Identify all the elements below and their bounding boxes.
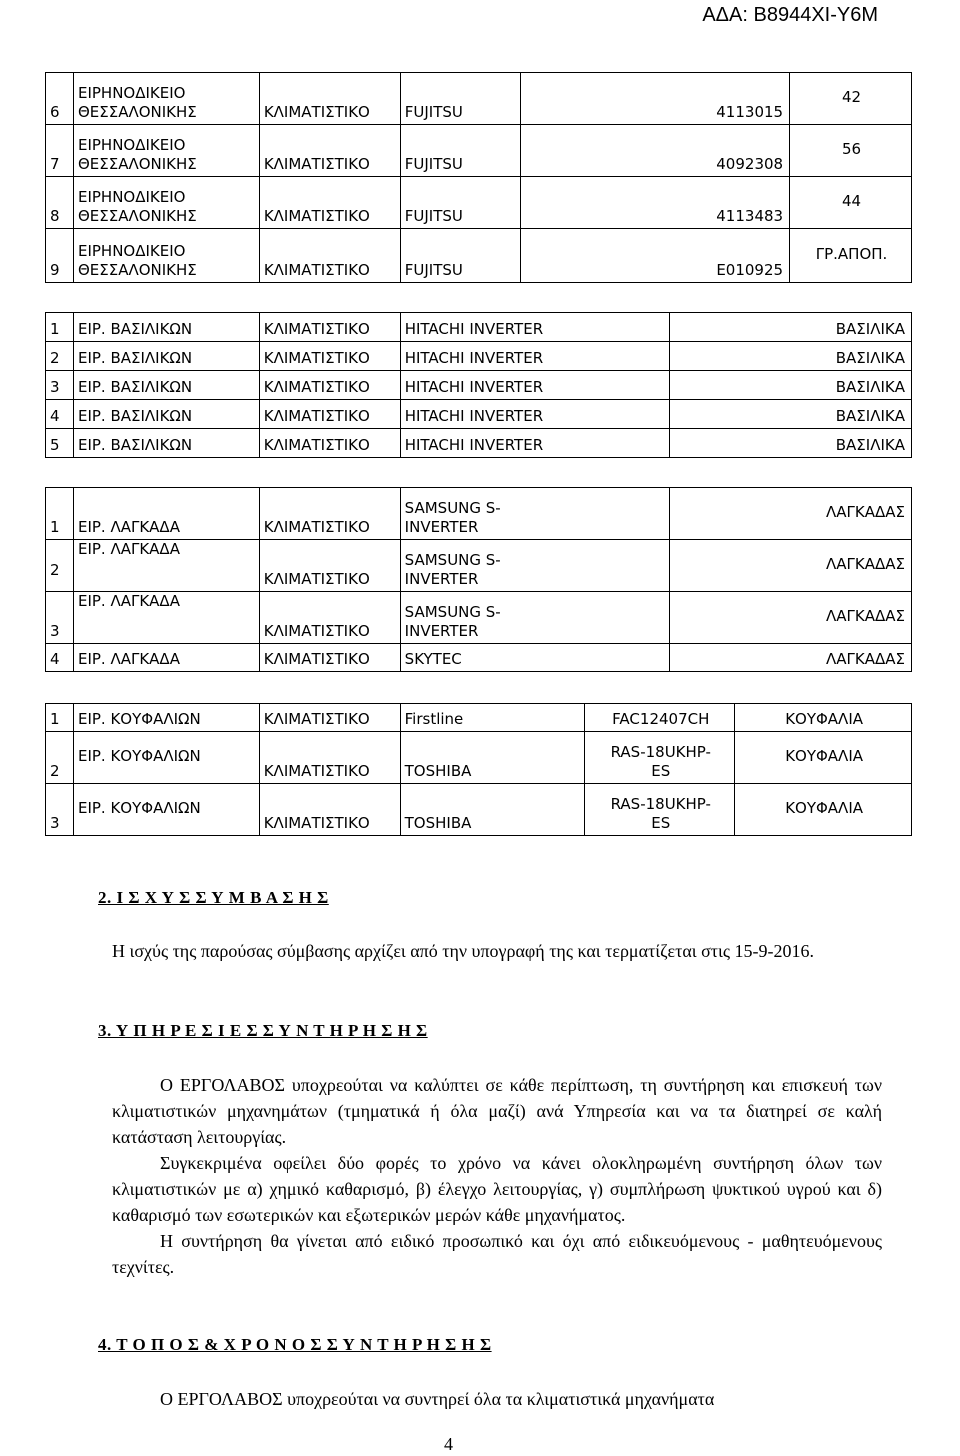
type-cell: ΚΛΙΜΑΤΙΣΤΙΚΟ xyxy=(259,488,400,540)
type-cell: ΚΛΙΜΑΤΙΣΤΙΚΟ xyxy=(259,73,400,125)
type-cell: ΚΛΙΜΑΤΙΣΤΙΚΟ xyxy=(259,704,400,732)
table-koufalia xyxy=(45,703,912,836)
place-cell: ΛΑΓΚΑΔΑΣ xyxy=(670,540,912,592)
brand-cell: FUJITSU xyxy=(400,177,520,229)
brand-cell: SAMSUNG S- INVERTER xyxy=(400,592,670,644)
model-cell: FAC12407CH xyxy=(585,704,735,732)
type-cell: ΚΛΙΜΑΤΙΣΤΙΚΟ xyxy=(259,784,400,836)
place-cell: ΛΑΓΚΑΔΑΣ xyxy=(670,592,912,644)
type-cell: ΚΛΙΜΑΤΙΣΤΙΚΟ xyxy=(259,400,400,429)
page-number: 4 xyxy=(444,1434,453,1454)
place-cell: ΛΑΓΚΑΔΑΣ xyxy=(670,644,912,672)
location-cell: ΕΙΡ. ΚΟΥΦΑΛΙΩΝ xyxy=(73,732,259,784)
brand-cell: FUJITSU xyxy=(400,125,520,177)
type-cell: ΚΛΙΜΑΤΙΣΤΙΚΟ xyxy=(259,644,400,672)
section-2-text: Η ισχύς της παρούσας σύμβασης αρχίζει από την υπογραφή της και τερματίζεται στις 15-9-2016. xyxy=(112,941,814,961)
place-cell: ΒΑΣΙΛΙΚΑ xyxy=(670,400,912,429)
paragraph: Συγκεκριμένα οφείλει δύο φορές το χρόνο να κάνει ολοκληρωμένη συντήρηση όλων των κλιματιστικών με α) χημικό καθαρισμό, β) έλεγχο λειτουργίας, γ) συμπλήρωση ψυκτικού υγρού και δ) καθαρισμό των εσωτερικών και εξωτερικών μερών κάθε μηχανήματος. xyxy=(112,1153,882,1225)
row-number: 1 xyxy=(46,488,74,540)
type-cell: ΚΛΙΜΑΤΙΣΤΙΚΟ xyxy=(259,313,400,342)
row-number: 1 xyxy=(46,313,74,342)
section-3-text xyxy=(112,1072,882,1280)
location-cell: ΕΙΡ. ΚΟΥΦΑΛΙΩΝ xyxy=(73,704,259,732)
section-3-heading: 3. Υ Π Η Ρ Ε Σ Ι Ε Σ Σ Υ Ν Τ Η Ρ Η Σ Η Σ xyxy=(98,1021,428,1040)
table-row xyxy=(46,371,912,400)
type-cell: ΚΛΙΜΑΤΙΣΤΙΚΟ xyxy=(259,342,400,371)
location-cell: ΕΙΡ. ΛΑΓΚΑΔΑ xyxy=(73,644,259,672)
place-cell: ΒΑΣΙΛΙΚΑ xyxy=(670,429,912,458)
location-cell: ΕΙΡ. ΒΑΣΙΛΙΚΩΝ xyxy=(73,400,259,429)
place-cell: ΚΟΥΦΑΛΙΑ xyxy=(735,704,912,732)
table-row xyxy=(46,784,912,836)
place-cell: ΒΑΣΙΛΙΚΑ xyxy=(670,342,912,371)
place-cell: ΚΟΥΦΑΛΙΑ xyxy=(735,732,912,784)
row-number: 3 xyxy=(46,371,74,400)
section-4-heading: 4. Τ Ο Π Ο Σ & Χ Ρ Ο Ν Ο Σ Σ Υ Ν Τ Η Ρ Η Σ Η Σ xyxy=(98,1335,492,1354)
section-2-heading: 2. Ι Σ Χ Υ Σ Σ Υ Μ Β Α Σ Η Σ xyxy=(98,888,329,907)
location-cell: ΕΙΡΗΝΟΔΙΚΕΙΟ ΘΕΣΣΑΛΟΝΙΚΗΣ xyxy=(73,73,259,125)
table-row xyxy=(46,229,912,283)
model-cell: RAS-18UKHP- ES xyxy=(585,784,735,836)
type-cell: ΚΛΙΜΑΤΙΣΤΙΚΟ xyxy=(259,429,400,458)
table-row xyxy=(46,125,912,177)
table-vasilika xyxy=(45,312,912,458)
row-number: 4 xyxy=(46,644,74,672)
paragraph: Η συντήρηση θα γίνεται από ειδικό προσωπικό και όχι από ειδικευόμενους - μαθητευόμενους τεχνίτες. xyxy=(112,1231,882,1277)
row-number: 2 xyxy=(46,540,74,592)
row-number: 5 xyxy=(46,429,74,458)
type-cell: ΚΛΙΜΑΤΙΣΤΙΚΟ xyxy=(259,125,400,177)
table-row xyxy=(46,540,912,592)
ada-code: ΑΔΑ: Β8944ΧΙ-Υ6Μ xyxy=(702,4,878,26)
row-number: 9 xyxy=(46,229,74,283)
location-cell: ΕΙΡ. ΛΑΓΚΑΔΑ xyxy=(73,540,259,592)
place-cell: 56 xyxy=(790,125,912,177)
serial-cell: 4113015 xyxy=(520,73,790,125)
type-cell: ΚΛΙΜΑΤΙΣΤΙΚΟ xyxy=(259,177,400,229)
place-cell: ΛΑΓΚΑΔΑΣ xyxy=(670,488,912,540)
table-row xyxy=(46,488,912,540)
brand-cell: SAMSUNG S- INVERTER xyxy=(400,488,670,540)
type-cell: ΚΛΙΜΑΤΙΣΤΙΚΟ xyxy=(259,592,400,644)
table-row xyxy=(46,644,912,672)
paragraph: Ο ΕΡΓΟΛΑΒΟΣ υποχρεούται να καλύπτει σε κάθε περίπτωση, τη συντήρηση και επισκευή των κλιματιστικών μηχανημάτων (τμηματικά ή όλα μαζί) ανά Υπηρεσία και να τα διατηρεί σε καλή κατάσταση λειτουργίας. xyxy=(112,1075,882,1147)
table-row xyxy=(46,400,912,429)
place-cell: 42 xyxy=(790,73,912,125)
brand-cell: HITACHI INVERTER xyxy=(400,400,670,429)
place-cell: ΒΑΣΙΛΙΚΑ xyxy=(670,371,912,400)
brand-cell: HITACHI INVERTER xyxy=(400,429,670,458)
row-number: 8 xyxy=(46,177,74,229)
brand-cell: FUJITSU xyxy=(400,73,520,125)
table-lagkadas xyxy=(45,487,912,672)
location-cell: ΕΙΡ. ΒΑΣΙΛΙΚΩΝ xyxy=(73,313,259,342)
place-cell: 44 xyxy=(790,177,912,229)
serial-cell: E010925 xyxy=(520,229,790,283)
place-cell: ΒΑΣΙΛΙΚΑ xyxy=(670,313,912,342)
row-number: 1 xyxy=(46,704,74,732)
model-cell: RAS-18UKHP- ES xyxy=(585,732,735,784)
table-row xyxy=(46,429,912,458)
type-cell: ΚΛΙΜΑΤΙΣΤΙΚΟ xyxy=(259,732,400,784)
table-row xyxy=(46,342,912,371)
location-cell: ΕΙΡ. ΒΑΣΙΛΙΚΩΝ xyxy=(73,429,259,458)
brand-cell: SKYTEC xyxy=(400,644,670,672)
table-row xyxy=(46,73,912,125)
row-number: 2 xyxy=(46,732,74,784)
type-cell: ΚΛΙΜΑΤΙΣΤΙΚΟ xyxy=(259,540,400,592)
type-cell: ΚΛΙΜΑΤΙΣΤΙΚΟ xyxy=(259,371,400,400)
brand-cell: HITACHI INVERTER xyxy=(400,371,670,400)
row-number: 3 xyxy=(46,784,74,836)
row-number: 3 xyxy=(46,592,74,644)
row-number: 7 xyxy=(46,125,74,177)
brand-cell: Firstline xyxy=(400,704,585,732)
location-cell: ΕΙΡΗΝΟΔΙΚΕΙΟ ΘΕΣΣΑΛΟΝΙΚΗΣ xyxy=(73,177,259,229)
brand-cell: SAMSUNG S- INVERTER xyxy=(400,540,670,592)
table-row xyxy=(46,704,912,732)
location-cell: ΕΙΡΗΝΟΔΙΚΕΙΟ ΘΕΣΣΑΛΟΝΙΚΗΣ xyxy=(73,125,259,177)
brand-cell: TOSHIBA xyxy=(400,732,585,784)
place-cell: ΓΡ.ΑΠΟΠ. xyxy=(790,229,912,283)
table-row xyxy=(46,177,912,229)
location-cell: ΕΙΡ. ΚΟΥΦΑΛΙΩΝ xyxy=(73,784,259,836)
table-row xyxy=(46,732,912,784)
serial-cell: 4113483 xyxy=(520,177,790,229)
location-cell: ΕΙΡ. ΛΑΓΚΑΔΑ xyxy=(73,592,259,644)
location-cell: ΕΙΡΗΝΟΔΙΚΕΙΟ ΘΕΣΣΑΛΟΝΙΚΗΣ xyxy=(73,229,259,283)
location-cell: ΕΙΡ. ΒΑΣΙΛΙΚΩΝ xyxy=(73,371,259,400)
row-number: 4 xyxy=(46,400,74,429)
table-eirinodikeio xyxy=(45,72,912,283)
table-row xyxy=(46,592,912,644)
brand-cell: HITACHI INVERTER xyxy=(400,313,670,342)
table-row xyxy=(46,313,912,342)
brand-cell: TOSHIBA xyxy=(400,784,585,836)
serial-cell: 4092308 xyxy=(520,125,790,177)
type-cell: ΚΛΙΜΑΤΙΣΤΙΚΟ xyxy=(259,229,400,283)
brand-cell: HITACHI INVERTER xyxy=(400,342,670,371)
place-cell: ΚΟΥΦΑΛΙΑ xyxy=(735,784,912,836)
location-cell: ΕΙΡ. ΒΑΣΙΛΙΚΩΝ xyxy=(73,342,259,371)
brand-cell: FUJITSU xyxy=(400,229,520,283)
row-number: 6 xyxy=(46,73,74,125)
row-number: 2 xyxy=(46,342,74,371)
section-4-text: Ο ΕΡΓΟΛΑΒΟΣ υποχρεούται να συντηρεί όλα τα κλιματιστικά μηχανήματα xyxy=(160,1389,715,1409)
location-cell: ΕΙΡ. ΛΑΓΚΑΔΑ xyxy=(73,488,259,540)
